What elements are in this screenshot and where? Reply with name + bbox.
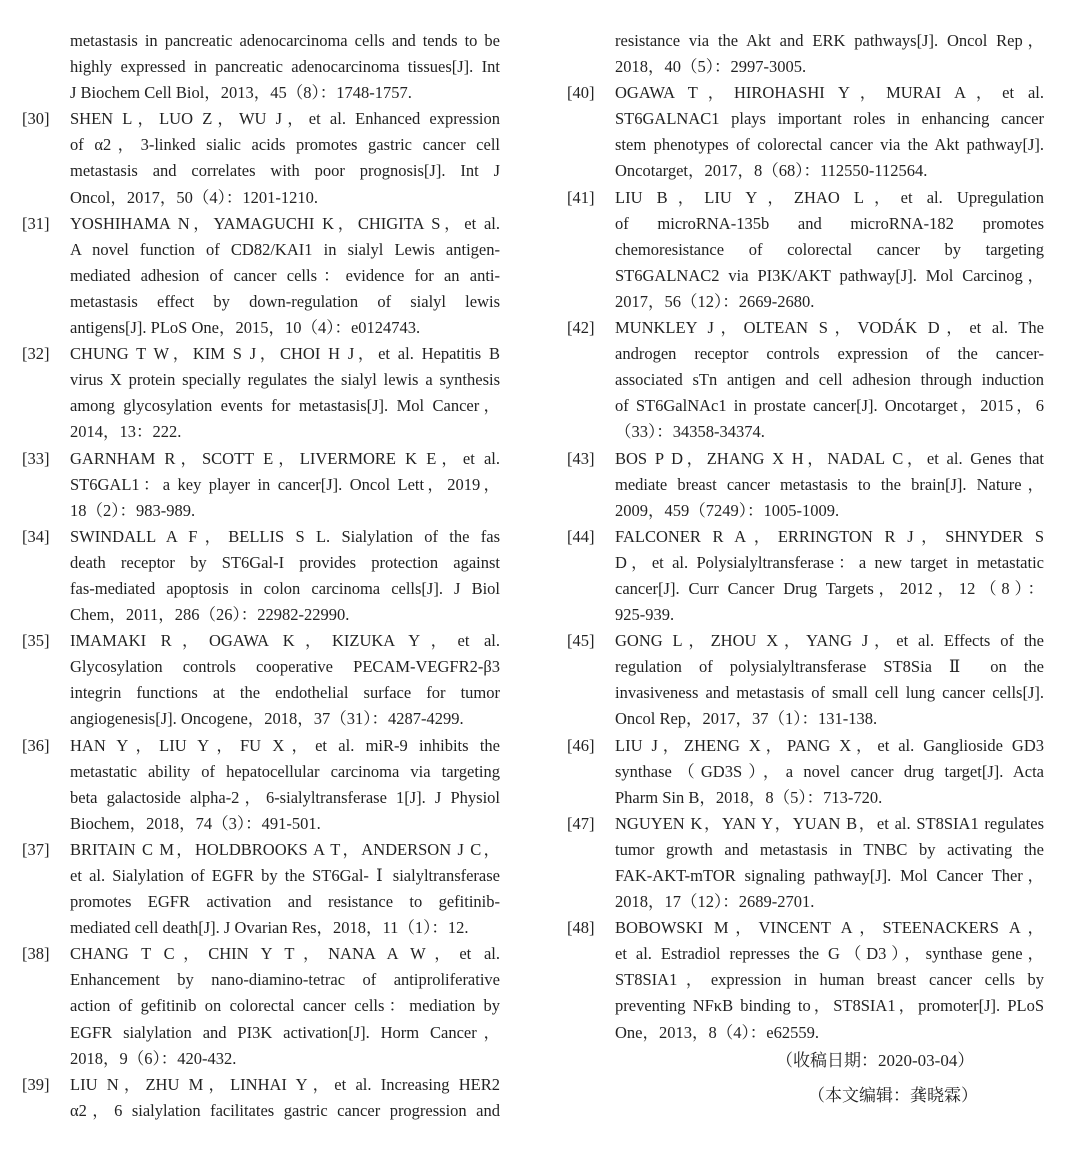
reference-number: [32] [22, 344, 50, 364]
reference-text [70, 106, 500, 210]
reference-line: ST8SIA1，expression in human breast cancer cells by [615, 970, 1044, 990]
reference-line: （33）：34358-34374. [615, 422, 765, 442]
reference-line: antigens[J]. PLoS One，2015，10（4）：e0124743. [70, 318, 421, 338]
reference-line: associated sTn antigen and cell adhesion through induction [615, 370, 1044, 390]
reference-line: among glycosylation events for metastasis[J]. Mol Cancer， [70, 396, 500, 416]
reference-line: One，2013，8（4）：e62559. [615, 1022, 819, 1042]
reference-text [615, 185, 1044, 315]
reference-line: integrin functions at the endothelial surface for tumor [70, 683, 500, 703]
reference-line: FAK-AKT-mTOR signaling pathway[J]. Mol Cancer Ther， [615, 866, 1044, 885]
reference-line: resistance via the Akt and ERK pathways[J]. Oncol Rep， [615, 31, 1044, 50]
reference-line: stem phenotypes of colorectal cancer via the Akt pathway[J]. [615, 135, 1044, 155]
reference-number: [43] [567, 448, 595, 468]
reference-line: 2018，9（6）：420-432. [70, 1048, 237, 1068]
reference-line: 925-939. [615, 605, 675, 625]
reference-item [567, 628, 1044, 732]
reference-line: cancer[J]. Curr Cancer Drug Targets，2012，12（8）： [615, 578, 1044, 598]
reference-number: [36] [22, 735, 50, 755]
reference-line: action of gefitinib on colorectal cancer cells：mediation by [70, 996, 500, 1016]
reference-text [615, 80, 1044, 184]
reference-number: [35] [22, 631, 50, 651]
reference-line: FALCONER R A，ERRINGTON R J，SHNYDER S [615, 526, 1044, 546]
reference-line: BOS P D，ZHANG X H，NADAL C，et al. Genes that [615, 448, 1044, 468]
reference-line: 2018，40（5）：2997-3005. [615, 57, 807, 77]
reference-line: LIU N，ZHU M，LINHAI Y，et al. Increasing HER2 [70, 1074, 500, 1094]
reference-line: of ST6GalNAc1 in prostate cancer[J]. Oncotarget，2015，6 [615, 396, 1044, 416]
reference-line: EGFR sialylation and PI3K activation[J]. Horm Cancer， [70, 1022, 500, 1042]
reference-line: SWINDALL A F，BELLIS S L. Sialylation of the fas [70, 526, 500, 546]
reference-text [615, 915, 1044, 1045]
reference-line: promotes EGFR activation and resistance to gefitinib- [70, 892, 500, 912]
reference-line: invasiveness and metastasis of small cell lung cancer cells[J]. [615, 683, 1044, 703]
reference-item [22, 837, 500, 941]
reference-number: [31] [22, 213, 50, 233]
reference-line: ST6GALNAC2 via PI3K/AKT pathway[J]. Mol Carcinog， [615, 265, 1044, 285]
reference-item [22, 628, 500, 732]
reference-line: mediate breast cancer metastasis to the brain[J]. Nature， [615, 474, 1044, 494]
reference-line: virus X protein specially regulates the sialyl lewis a synthesis [70, 370, 500, 390]
reference-line: 2018，17（12）：2689-2701. [615, 892, 815, 912]
reference-item [22, 524, 500, 628]
reference-item [567, 315, 1044, 445]
reference-number: [45] [567, 631, 595, 651]
reference-continuation [567, 28, 1044, 80]
reference-text [615, 315, 1044, 445]
reference-line: fas-mediated apoptosis in colon carcinoma cells[J]. J Biol [70, 578, 500, 598]
reference-line: MUNKLEY J，OLTEAN S，VODÁK D，et al. The [615, 318, 1044, 338]
reference-line: A novel function of CD82/KAI1 in sialyl Lewis antigen- [70, 239, 500, 259]
reference-line: highly expressed in pancreatic adenocarcinoma tissues[J]. Int [70, 57, 500, 77]
reference-line: 2009，459（7249）：1005-1009. [615, 500, 840, 520]
reference-number: [33] [22, 448, 50, 468]
reference-line: D，et al. Polysialyltransferase：a new target in metastatic [615, 552, 1044, 572]
reference-line: BOBOWSKI M，VINCENT A，STEENACKERS A， [615, 918, 1044, 938]
reference-line: LIU J，ZHENG X，PANG X，et al. Ganglioside GD3 [615, 735, 1044, 755]
reference-line: metastatic ability of hepatocellular carcinoma via targeting [70, 761, 500, 781]
reference-number: [39] [22, 1074, 50, 1094]
reference-item [567, 915, 1044, 1045]
reference-line: CHANG T C，CHIN Y T，NANA A W，et al. [70, 944, 500, 964]
reference-line: OGAWA T，HIROHASHI Y，MURAI A，et al. [615, 83, 1044, 103]
reference-line: Oncotarget，2017，8（68）：112550-112564. [615, 161, 928, 181]
reference-item [22, 1072, 500, 1124]
reference-line: ST6GAL1：a key player in cancer[J]. Oncol Lett，2019， [70, 474, 500, 494]
reference-number: [30] [22, 109, 50, 129]
reference-number: [40] [567, 83, 595, 103]
reference-line: Oncol，2017，50（4）：1201-1210. [70, 187, 318, 207]
reference-text [615, 628, 1044, 732]
reference-line: Glycosylation controls cooperative PECAM-VEGFR2-β3 [70, 657, 500, 677]
reference-item [567, 811, 1044, 915]
editor-note: （本文编辑：龚晓霖） [808, 1086, 978, 1105]
reference-text [70, 837, 500, 941]
reference-line: synthase（GD3S），a novel cancer drug target[J]. Acta [615, 761, 1044, 781]
reference-line: Pharm Sin B，2018，8（5）：713-720. [615, 787, 883, 807]
reference-item [22, 446, 500, 524]
reference-text [615, 524, 1044, 628]
reference-line: metastasis and correlates with poor prognosis[J]. Int J [70, 161, 500, 181]
reference-line: Oncol Rep，2017，37（1）：131-138. [615, 709, 878, 729]
reference-line: of microRNA-135b and microRNA-182 promotes [615, 213, 1044, 233]
reference-line: GONG L，ZHOU X，YANG J，et al. Effects of the [615, 631, 1044, 651]
reference-text [70, 211, 500, 341]
reference-text [70, 733, 500, 837]
reference-text [70, 524, 500, 628]
reference-line: of α2，3-linked sialic acids promotes gastric cancer cell [70, 135, 500, 155]
reference-number: [47] [567, 813, 595, 833]
reference-line: IMAMAKI R，OGAWA K，KIZUKA Y，et al. [70, 631, 500, 651]
reference-text [70, 941, 500, 1071]
reference-number: [37] [22, 839, 50, 859]
reference-line: BRITAIN C M，HOLDBROOKS A T，ANDERSON J C， [70, 839, 500, 859]
reference-text [70, 446, 500, 524]
reference-line: ST6GALNAC1 plays important roles in enhancing cancer [615, 109, 1044, 129]
reference-line: Biochem，2018，74（3）：491-501. [70, 813, 321, 833]
reference-item [22, 106, 500, 210]
reference-line: beta galactoside alpha-2，6-sialyltransferase 1[J]. J Physiol [70, 787, 500, 807]
reference-line: YOSHIHAMA N，YAMAGUCHI K，CHIGITA S，et al. [70, 213, 500, 233]
reference-line: 2014，13：222. [70, 422, 182, 442]
reference-line: HAN Y，LIU Y，FU X，et al. miR-9 inhibits the [70, 735, 500, 755]
reference-item [567, 524, 1044, 628]
reference-line: LIU B，LIU Y，ZHAO L，et al. Upregulation [615, 187, 1044, 207]
reference-line: chemoresistance of colorectal cancer by targeting [615, 239, 1044, 259]
reference-item [567, 446, 1044, 524]
received-date: （收稿日期：2020-03-04） [776, 1051, 975, 1070]
reference-line: et al. Sialylation of EGFR by the ST6Gal- Ⅰ sialyltransferase [70, 866, 500, 885]
reference-item [22, 733, 500, 837]
reference-line: α2，6 sialylation facilitates gastric cancer progression and [70, 1100, 500, 1120]
reference-line: 2017，56（12）：2669-2680. [615, 291, 815, 311]
reference-line: et al. Estradiol represses the G（D3），synthase gene， [615, 944, 1044, 964]
reference-text [70, 341, 500, 445]
left-column [22, 28, 500, 1124]
reference-line: GARNHAM R，SCOTT E，LIVERMORE K E，et al. [70, 448, 500, 468]
right-column [567, 28, 1044, 1046]
reference-line: J Biochem Cell Biol，2013，45（8）：1748-1757. [70, 83, 412, 103]
reference-text [615, 446, 1044, 524]
reference-number: [48] [567, 918, 595, 938]
reference-item [22, 341, 500, 445]
reference-number: [38] [22, 944, 50, 964]
reference-line: Enhancement by nano-diamino-tetrac of antiproliferative [70, 970, 500, 990]
reference-item [567, 185, 1044, 315]
reference-line: CHUNG T W，KIM S J，CHOI H J，et al. Hepatitis B [70, 344, 500, 364]
reference-number: [41] [567, 187, 595, 207]
reference-number: [44] [567, 526, 595, 546]
reference-line: SHEN L，LUO Z，WU J，et al. Enhanced expression [70, 109, 500, 129]
reference-line: mediated adhesion of cancer cells：evidence for an anti- [70, 265, 500, 285]
reference-line: tumor growth and metastasis in TNBC by activating the [615, 839, 1044, 859]
reference-line: angiogenesis[J]. Oncogene，2018，37（31）：4287-4299. [70, 709, 464, 729]
reference-line: NGUYEN K，YAN Y，YUAN B，et al. ST8SIA1 regulates [615, 813, 1044, 833]
reference-line: death receptor by ST6Gal-I provides protection against [70, 552, 500, 572]
reference-line: regulation of polysialyltransferase ST8Sia Ⅱ on the [615, 657, 1044, 677]
reference-number: [46] [567, 735, 595, 755]
reference-line: metastasis effect by down-regulation of sialyl lewis [70, 291, 500, 311]
reference-item [22, 211, 500, 341]
reference-text [615, 811, 1044, 915]
reference-line: metastasis in pancreatic adenocarcinoma cells and tends to be [70, 31, 500, 50]
reference-text [615, 733, 1044, 811]
reference-line: mediated cell death[J]. J Ovarian Res，2018，11（1）：12. [70, 918, 469, 938]
reference-text [70, 628, 500, 732]
reference-line: androgen receptor controls expression of the cancer- [615, 344, 1044, 364]
reference-line: preventing NFκB binding to，ST8SIA1，promoter[J]. PLoS [615, 996, 1044, 1016]
reference-line: 18（2）：983-989. [70, 500, 196, 520]
reference-item [567, 80, 1044, 184]
reference-text [70, 1072, 500, 1124]
reference-item [567, 733, 1044, 811]
reference-number: [42] [567, 318, 595, 338]
reference-line: Chem，2011，286（26）：22982-22990. [70, 605, 350, 625]
reference-number: [34] [22, 526, 50, 546]
reference-item [22, 941, 500, 1071]
reference-continuation [22, 28, 500, 106]
